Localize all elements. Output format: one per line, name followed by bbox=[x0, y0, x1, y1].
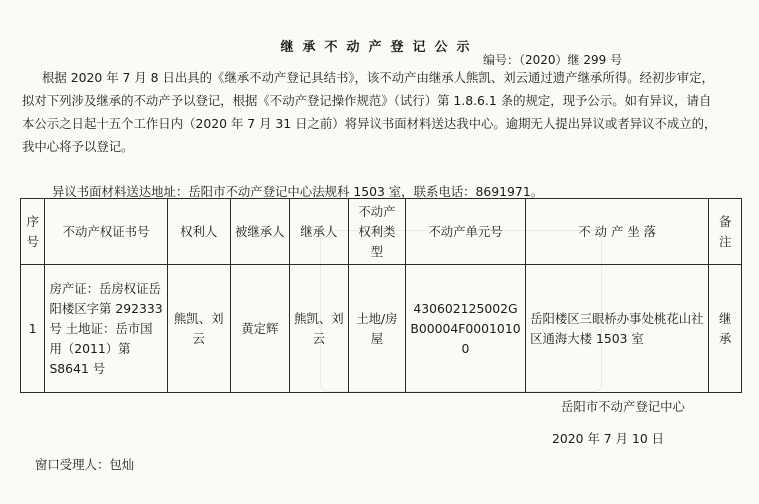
body-paragraph bbox=[22, 66, 722, 158]
objection-address: 异议书面材料送达地址：岳阳市不动产登记中心法规科 1503 室，联系电话：8691971。 bbox=[52, 184, 544, 199]
cell-right-type: 土地/房屋 bbox=[348, 265, 405, 393]
document-title: 继承不动产登记公示 bbox=[280, 40, 479, 55]
body-text: 根据 2020 年 7 月 8 日出具的《继承不动产登记具结书》，该不动产由继承人熊凯、刘云通过遗产继承所得。经初步审定，拟对下列涉及继承的不动产予以登记，根据《不动产登记操作规范》（试行）第 1.8.6.1 条的规定，现予公示。如有异议，请自本公示之日起十五个工作日内（2020 年 7 月 31 日之前）将异议书面材料送达我中心。逾期无人提出异议或者异议不成立的，我中心将予以登记。 bbox=[22, 70, 717, 154]
header-right-type: 不动产权利类型 bbox=[348, 199, 405, 265]
table-header-row bbox=[21, 199, 742, 265]
header-unit-no: 不动产单元号 bbox=[405, 199, 525, 265]
window-clerk: 窗口受理人：包灿 bbox=[35, 457, 135, 472]
cell-unit-no: 430602125002GB00004F00010100 bbox=[405, 265, 525, 393]
cell-cert: 房产证：岳房权证岳阳楼区字第 292333 号 土地证：岳市国用（2011）第 S8641 号 bbox=[45, 265, 167, 393]
cell-note: 继承 bbox=[709, 265, 742, 393]
header-location: 不 动 产 坐 落 bbox=[526, 199, 709, 265]
header-cert: 不动产权证书号 bbox=[45, 199, 167, 265]
cell-seq: 1 bbox=[21, 265, 45, 393]
issuer-signature: 岳阳市不动产登记中心 bbox=[561, 399, 685, 414]
property-table bbox=[20, 198, 742, 393]
document-number: 编号：（2020）继 299 号 bbox=[483, 53, 623, 67]
cell-deceased: 黄定辉 bbox=[230, 265, 289, 393]
header-holder: 权利人 bbox=[167, 199, 230, 265]
header-deceased: 被继承人 bbox=[230, 199, 289, 265]
header-note: 备注 bbox=[709, 199, 742, 265]
cell-holder: 熊凯、刘云 bbox=[167, 265, 230, 393]
table-row bbox=[21, 265, 742, 393]
header-seq: 序号 bbox=[21, 199, 45, 265]
header-heir: 继承人 bbox=[289, 199, 348, 265]
issue-date: 2020 年 7 月 10 日 bbox=[552, 431, 665, 446]
cell-heir: 熊凯、刘云 bbox=[289, 265, 348, 393]
cell-location: 岳阳楼区三眼桥办事处桃花山社区通海大楼 1503 室 bbox=[526, 265, 709, 393]
